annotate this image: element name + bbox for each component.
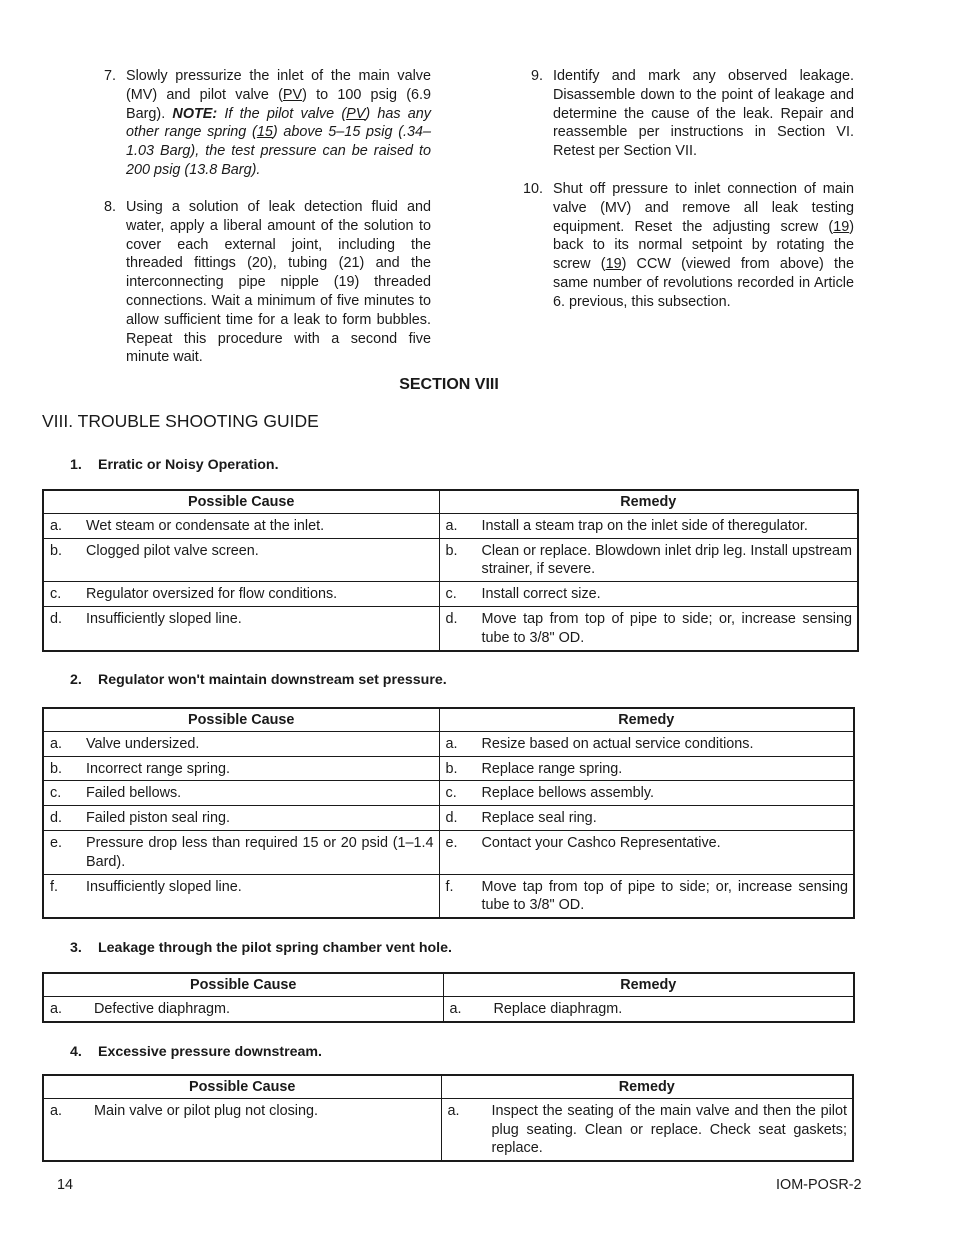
- table-row: b. Clogged pilot valve screen. b. Clean or replace. Blowdown inlet drip leg. Install upstream strainer, if severe.: [43, 538, 858, 582]
- problem-3-heading: 3. Leakage through the pilot spring chamber vent hole.: [70, 940, 452, 956]
- step-10-number: 10.: [522, 181, 543, 197]
- header-remedy: Remedy: [439, 490, 858, 513]
- step-9: [530, 67, 854, 161]
- step-9-text: Identify and mark any observed leakage. Disassemble down to the point of leakage and determine the cause of the leak. Repair and reassemble per instructions in Section VI. Retest per Section VII.: [553, 68, 854, 160]
- step-10-text: Shut off pressure to inlet connection of main valve (MV) and remove all leak testing equipment. Reset the adjusting screw (19) back to its normal setpoint by rotating the screw (19) CCW (viewed from above) the same number of revolutions recorded in Article 6. previous, this subsection.: [553, 181, 855, 310]
- table-row: d. Insufficiently sloped line. d. Move tap from top of pipe to side; or, increase sensing tube to 3/8" OD.: [43, 606, 858, 650]
- step-7: [103, 67, 431, 180]
- problem-2-heading: 2. Regulator won't maintain downstream set pressure.: [70, 672, 447, 688]
- header-cause: Possible Cause: [43, 1075, 441, 1098]
- document-code: IOM-POSR-2: [776, 1177, 862, 1193]
- problem-4-heading: 4. Excessive pressure downstream.: [70, 1044, 322, 1060]
- section-heading: SECTION VIII: [399, 376, 499, 393]
- problem-1-heading: 1. Erratic or Noisy Operation.: [70, 457, 279, 473]
- header-remedy: Remedy: [443, 973, 854, 996]
- problem-1-table: [42, 489, 859, 652]
- note-label: NOTE:: [172, 105, 218, 122]
- table-row: a. Valve undersized. a. Resize based on actual service conditions.: [43, 731, 854, 756]
- step-10: [522, 180, 855, 312]
- header-cause: Possible Cause: [43, 490, 439, 513]
- problem-2-table: [42, 707, 855, 919]
- table-row: c. Regulator oversized for flow conditions. c. Install correct size.: [43, 582, 858, 607]
- header-cause: Possible Cause: [43, 973, 443, 996]
- table-row: a. Main valve or pilot plug not closing. a. Inspect the seating of the main valve and then the pilot plug seating. Clean or replace. Check seat gaskets; replace.: [43, 1098, 853, 1161]
- step-8: [103, 198, 431, 367]
- table-header-row: [43, 973, 854, 996]
- header-remedy: Remedy: [439, 708, 854, 731]
- table-header-row: [43, 490, 858, 513]
- table-header-row: [43, 1075, 853, 1098]
- step-8-text: Using a solution of leak detection fluid and water, apply a liberal amount of the solution to cover each external joint, including the threaded fittings (20), tubing (21) and the interconnecting pipe nipple (19) threaded connections. Wait a minimum of five minutes to allow sufficient time for a leak to form bubbles. Repeat this procedure with a second five minute wait.: [126, 199, 431, 366]
- header-cause: Possible Cause: [43, 708, 439, 731]
- problem-4-table: [42, 1074, 854, 1162]
- table-row: a. Wet steam or condensate at the inlet. a. Install a steam trap on the inlet side of theregulator.: [43, 513, 858, 538]
- guide-title: VIII. TROUBLE SHOOTING GUIDE: [42, 411, 319, 431]
- step-8-number: 8.: [103, 199, 116, 215]
- table-row: f. Insufficiently sloped line. f. Move tap from top of pipe to side; or, increase sensing tube to 3/8" OD.: [43, 874, 854, 918]
- table-row: d. Failed piston seal ring. d. Replace seal ring.: [43, 806, 854, 831]
- problem-3-table: [42, 972, 855, 1023]
- step-9-number: 9.: [530, 68, 543, 84]
- page-number: 14: [57, 1177, 74, 1193]
- table-header-row: [43, 708, 854, 731]
- step-7-text: Slowly pressurize the inlet of the main valve (MV) and pilot valve (PV) to 100 psig (6.9 Barg). NOTE: If the pilot valve (PV) has any other range spring (15) above 5–15 psig (.34–1.03 Barg), the test pressure can be raised to 200 psig (13.8 Barg).: [126, 68, 431, 178]
- table-row: c. Failed bellows. c. Replace bellows assembly.: [43, 781, 854, 806]
- step-7-number: 7.: [103, 68, 116, 84]
- header-remedy: Remedy: [441, 1075, 853, 1098]
- table-row: a. Defective diaphragm. a. Replace diaphragm.: [43, 996, 854, 1021]
- table-row: e. Pressure drop less than required 15 or 20 psid (1–1.4 Bard). e. Contact your Cashco Representative.: [43, 830, 854, 874]
- table-row: b. Incorrect range spring. b. Replace range spring.: [43, 756, 854, 781]
